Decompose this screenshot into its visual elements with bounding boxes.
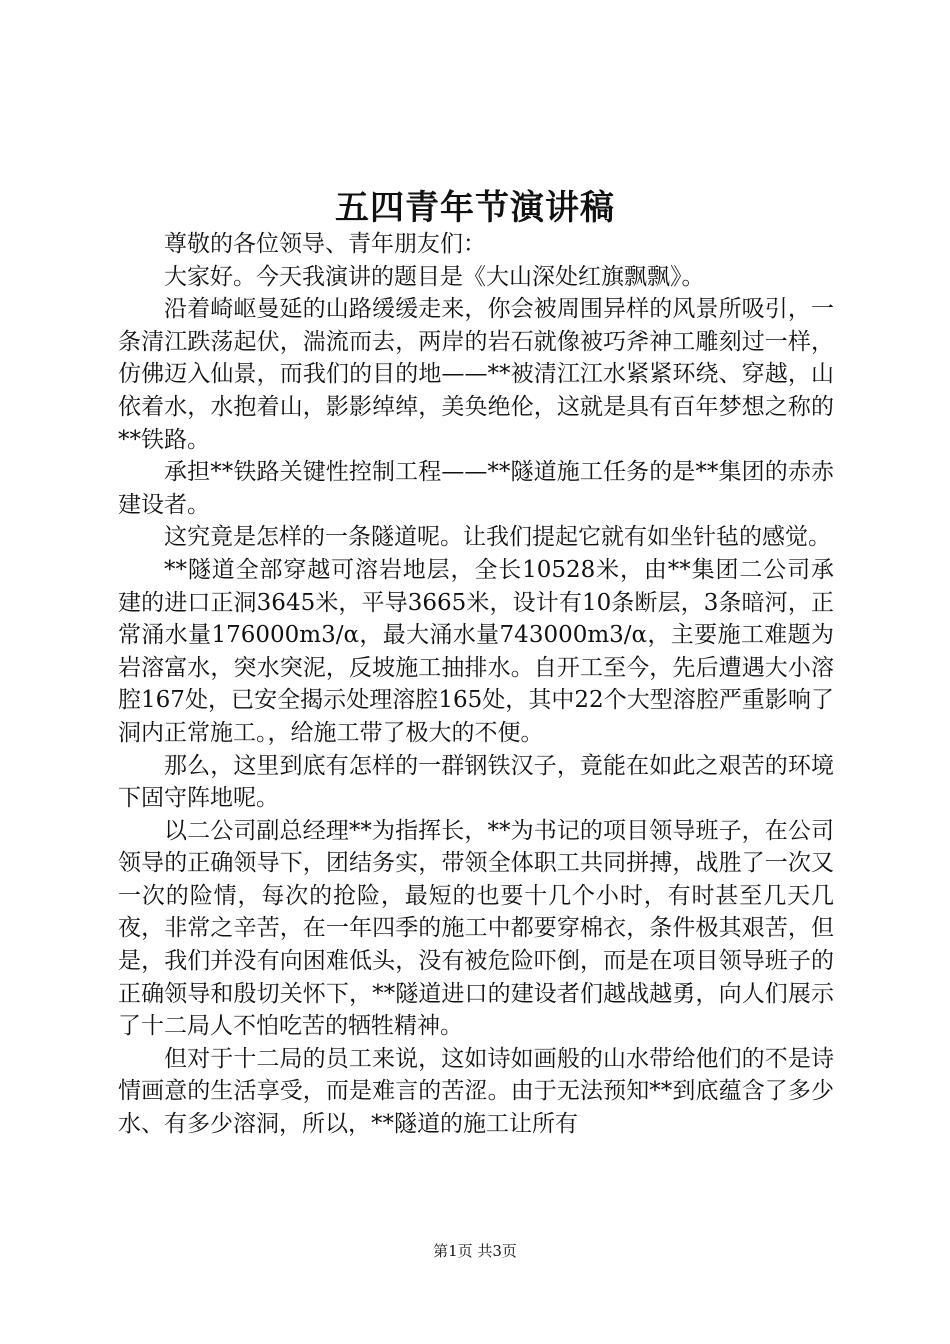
paragraph-intro: 大家好。今天我演讲的题目是《大山深处红旗飘飘》。 [164, 263, 705, 290]
paragraph-scenery: 沿着崎岖曼延的山路缓缓走来，你会被周围异样的风景所吸引，一条清江跌荡起伏，湍流而去，两岸的岩石就像被巧斧神工雕刻过一样，仿佛迈入仙景，而我们的目的地——**被清江江水紧紧环绕、穿越，山依着水，水抱着山，影影绰绰，美奂绝伦，这就是具有百年梦想之称的**铁路。 [118, 296, 834, 453]
paragraph-hardship: 但对于十二局的员工来说，这如诗如画般的山水带给他们的不是诗情画意的生活享受，而是难言的苦涩。由于无法预知**到底蕴含了多少水、有多少溶洞，所以，**隧道的施工让所有 [118, 1045, 834, 1138]
document-title: 五四青年节演讲稿 [335, 188, 615, 228]
paragraph-team-question: 那么，这里到底有怎样的一群钢铁汉子，竟能在如此之艰苦的环境下固守阵地呢。 [118, 752, 834, 812]
paragraph-builders: 承担**铁路关键性控制工程——**隧道施工任务的是**集团的赤赤建设者。 [118, 459, 834, 518]
paragraph-tunnel-facts: **隧道全部穿越可溶岩地层，全长10528米，由**集团二公司承建的进口正洞3645米，平导3665米，设计有10条断层，3条暗河，正常涌水量176000m3/α，最大涌水量743000m3/α，主要施工难题为岩溶富水，突水突泥，反坡施工抽排水。自开工至今，先后遭遇大小溶腔167处，已安全揭示处理溶腔165处，其中22个大型溶腔严重影响了洞内正常施工。，给施工带了极大的不便。 [118, 556, 834, 746]
paragraph-question: 这究竟是怎样的一条隧道呢。让我们提起它就有如坐针毡的感觉。 [164, 524, 831, 551]
document-body [118, 228, 834, 1141]
paragraph-leadership: 以二公司副总经理**为指挥长，**为书记的项目领导班子，在公司领导的正确领导下，团结务实，带领全体职工共同拼搏，战胜了一次又一次的险情，每次的抢险，最短的也要十几个小时，有时甚至几天几夜，非常之辛苦，在一年四季的施工中都要穿棉衣，条件极其艰苦，但是，我们并没有向困难低头，没有被危险吓倒，而是在项目领导班子的正确领导和殷切关怀下，**隧道进口的建设者们越战越勇，向人们展示了十二局人不怕吃苦的牺牲精神。 [118, 817, 834, 1040]
page-number-footer: 第1页 共3页 [433, 1242, 517, 1260]
paragraph-greeting: 尊敬的各位领导、青年朋友们： [164, 231, 486, 257]
